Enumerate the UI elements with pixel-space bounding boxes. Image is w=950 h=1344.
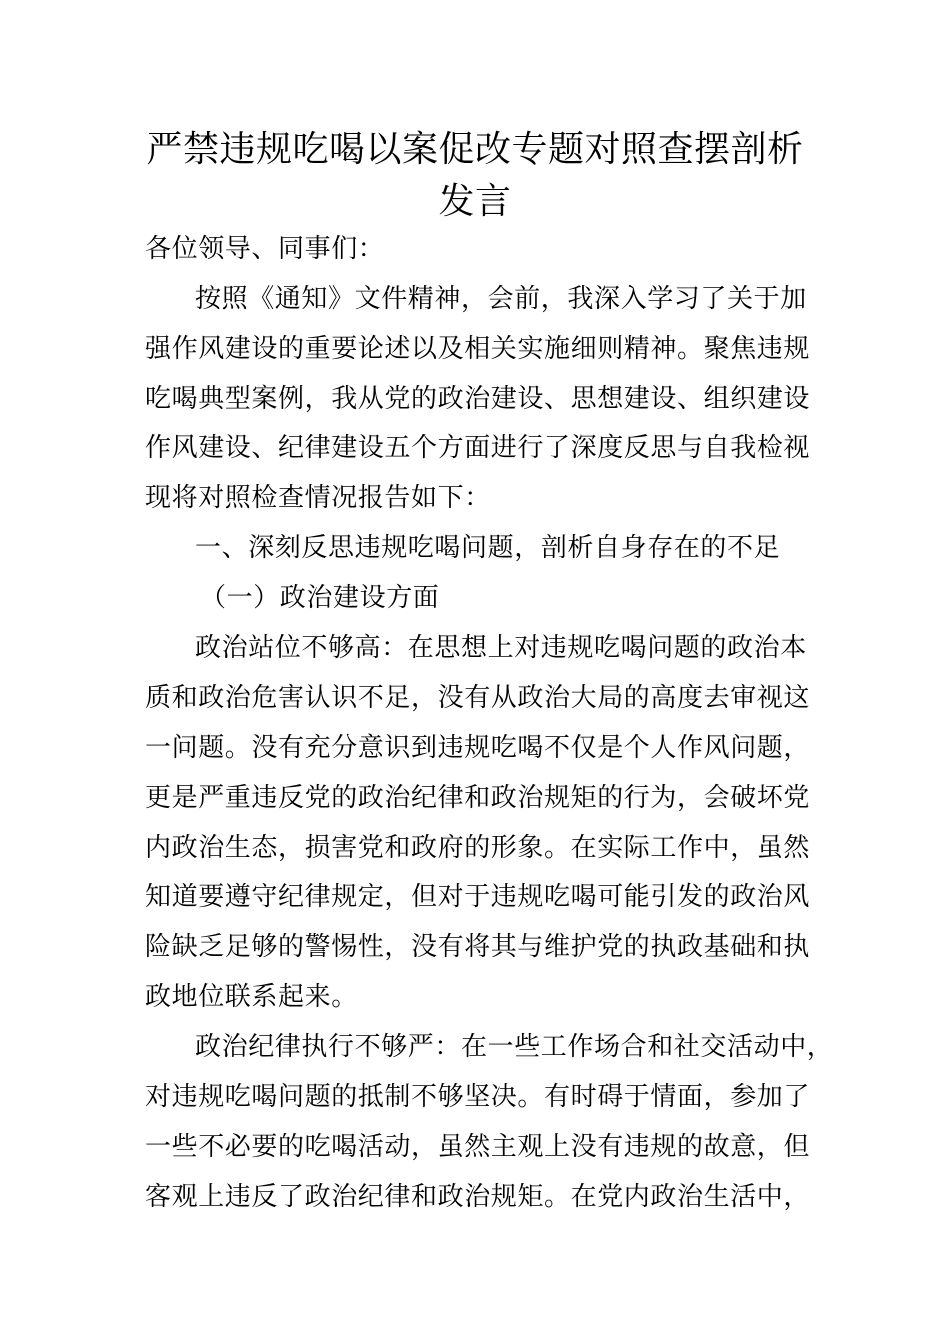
paragraph-line: 按照《通知》文件精神，会前，我深入学习了关于加 bbox=[195, 284, 807, 314]
paragraph-line: 对违规吃喝问题的抵制不够坚决。有时碍于情面，参加了 bbox=[145, 1082, 811, 1112]
paragraph-line: 更是严重违反党的政治纪律和政治规矩的行为，会破坏党 bbox=[145, 783, 811, 813]
paragraph-line: 吃喝典型案例，我从党的政治建设、思想建设、组织建设 bbox=[145, 384, 811, 414]
paragraph-line: 一些不必要的吃喝活动，虽然主观上没有违规的故意，但 bbox=[145, 1132, 811, 1162]
paragraph-line: 作风建设、纪律建设五个方面进行了深度反思与自我检视 bbox=[145, 433, 811, 463]
section-heading: 一、深刻反思违规吃喝问题，剖析自身存在的不足 bbox=[195, 533, 781, 563]
paragraph-line: 政地位联系起来。 bbox=[145, 982, 358, 1012]
paragraph-line: 内政治生态，损害党和政府的形象。在实际工作中，虽然 bbox=[145, 833, 811, 863]
paragraph-line: 政治站位不够高：在思想上对违规吃喝问题的政治本 bbox=[195, 633, 807, 663]
document-title-line-2: 发言 bbox=[438, 181, 512, 222]
paragraph-line: 强作风建设的重要论述以及相关实施细则精神。聚焦违规 bbox=[145, 334, 811, 364]
paragraph-line: 知道要遵守纪律规定，但对于违规吃喝可能引发的政治风 bbox=[145, 882, 811, 912]
subsection-heading: （一）政治建设方面 bbox=[200, 583, 440, 613]
paragraph-line: 质和政治危害认识不足，没有从政治大局的高度去审视这 bbox=[145, 683, 811, 713]
paragraph-line: 现将对照检查情况报告如下： bbox=[145, 483, 491, 513]
paragraph-line: 险缺乏足够的警惕性，没有将其与维护党的执政基础和执 bbox=[145, 932, 811, 962]
paragraph-line: 政治纪律执行不够严：在一些工作场合和社交活动中， bbox=[195, 1032, 834, 1062]
document-title-line-1: 严禁违规吃喝以案促改专题对照查摆剖析 bbox=[146, 129, 804, 170]
paragraph-line: 一问题。没有充分意识到违规吃喝不仅是个人作风问题， bbox=[145, 733, 811, 763]
salutation: 各位领导、同事们： bbox=[145, 234, 385, 264]
paragraph-line: 客观上违反了政治纪律和政治规矩。在党内政治生活中， bbox=[145, 1182, 811, 1212]
